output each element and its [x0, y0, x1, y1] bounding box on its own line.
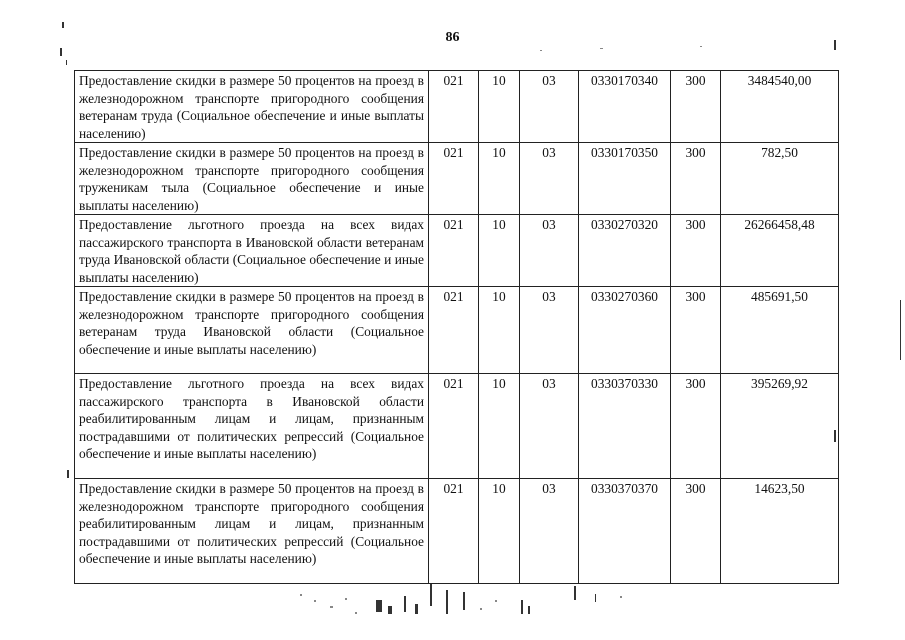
- subsection-code: 03: [520, 374, 579, 479]
- ministry-code: 021: [429, 143, 479, 215]
- expense-type-code: 300: [671, 374, 721, 479]
- expense-type-code: 300: [671, 479, 721, 584]
- table-row: [75, 374, 839, 479]
- row-description: Предоставление скидки в размере 50 процентов на проезд в железнодорожном транспорте пригородного сообщения реабилитированным лицам и лицам, признанным пострадавшими от политических репрессий (Социальное обеспечение и иные выплаты населению): [75, 479, 429, 584]
- ministry-code: 021: [429, 71, 479, 143]
- expense-type-code: 300: [671, 143, 721, 215]
- target-article-code: 0330270320: [579, 215, 671, 287]
- budget-table: [74, 70, 839, 584]
- expense-type-code: 300: [671, 287, 721, 374]
- expense-type-code: 300: [671, 71, 721, 143]
- amount-value: 395269,92: [721, 374, 839, 479]
- subsection-code: 03: [520, 143, 579, 215]
- section-code: 10: [479, 71, 520, 143]
- row-description: Предоставление скидки в размере 50 процентов на проезд в железнодорожном транспорте пригородного сообщения ветеранам труда (Социальное обеспечение и иные выплаты населению): [75, 71, 429, 143]
- subsection-code: 03: [520, 479, 579, 584]
- section-code: 10: [479, 143, 520, 215]
- section-code: 10: [479, 374, 520, 479]
- amount-value: 485691,50: [721, 287, 839, 374]
- table-row: [75, 215, 839, 287]
- row-description: Предоставление скидки в размере 50 процентов на проезд в железнодорожном транспорте пригородного сообщения ветеранам труда Ивановской области (Социальное обеспечение и иные выплаты населению): [75, 287, 429, 374]
- expense-type-code: 300: [671, 215, 721, 287]
- table-row: [75, 143, 839, 215]
- amount-value: 782,50: [721, 143, 839, 215]
- ministry-code: 021: [429, 215, 479, 287]
- page-number: 86: [445, 30, 460, 45]
- table-row: [75, 479, 839, 584]
- subsection-code: 03: [520, 71, 579, 143]
- target-article-code: 0330170340: [579, 71, 671, 143]
- target-article-code: 0330370330: [579, 374, 671, 479]
- table-row: [75, 71, 839, 143]
- target-article-code: 0330170350: [579, 143, 671, 215]
- target-article-code: 0330370370: [579, 479, 671, 584]
- ministry-code: 021: [429, 479, 479, 584]
- section-code: 10: [479, 215, 520, 287]
- section-code: 10: [479, 287, 520, 374]
- row-description: Предоставление льготного проезда на всех видах пассажирского транспорта в Ивановской области ветеранам труда Ивановской области (Социальное обеспечение и иные выплаты населению): [75, 215, 429, 287]
- row-description: Предоставление скидки в размере 50 процентов на проезд в железнодорожном транспорте пригородного сообщения труженикам тыла (Социальное обеспечение и иные выплаты населению): [75, 143, 429, 215]
- target-article-code: 0330270360: [579, 287, 671, 374]
- ministry-code: 021: [429, 374, 479, 479]
- ministry-code: 021: [429, 287, 479, 374]
- section-code: 10: [479, 479, 520, 584]
- subsection-code: 03: [520, 287, 579, 374]
- amount-value: 14623,50: [721, 479, 839, 584]
- table-row: [75, 287, 839, 374]
- row-description: Предоставление льготного проезда на всех видах пассажирского транспорта в Ивановской области реабилитированным лицам и лицам, признанным пострадавшими от политических репрессий (Социальное обеспечение и иные выплаты населению): [75, 374, 429, 479]
- amount-value: 3484540,00: [721, 71, 839, 143]
- amount-value: 26266458,48: [721, 215, 839, 287]
- subsection-code: 03: [520, 215, 579, 287]
